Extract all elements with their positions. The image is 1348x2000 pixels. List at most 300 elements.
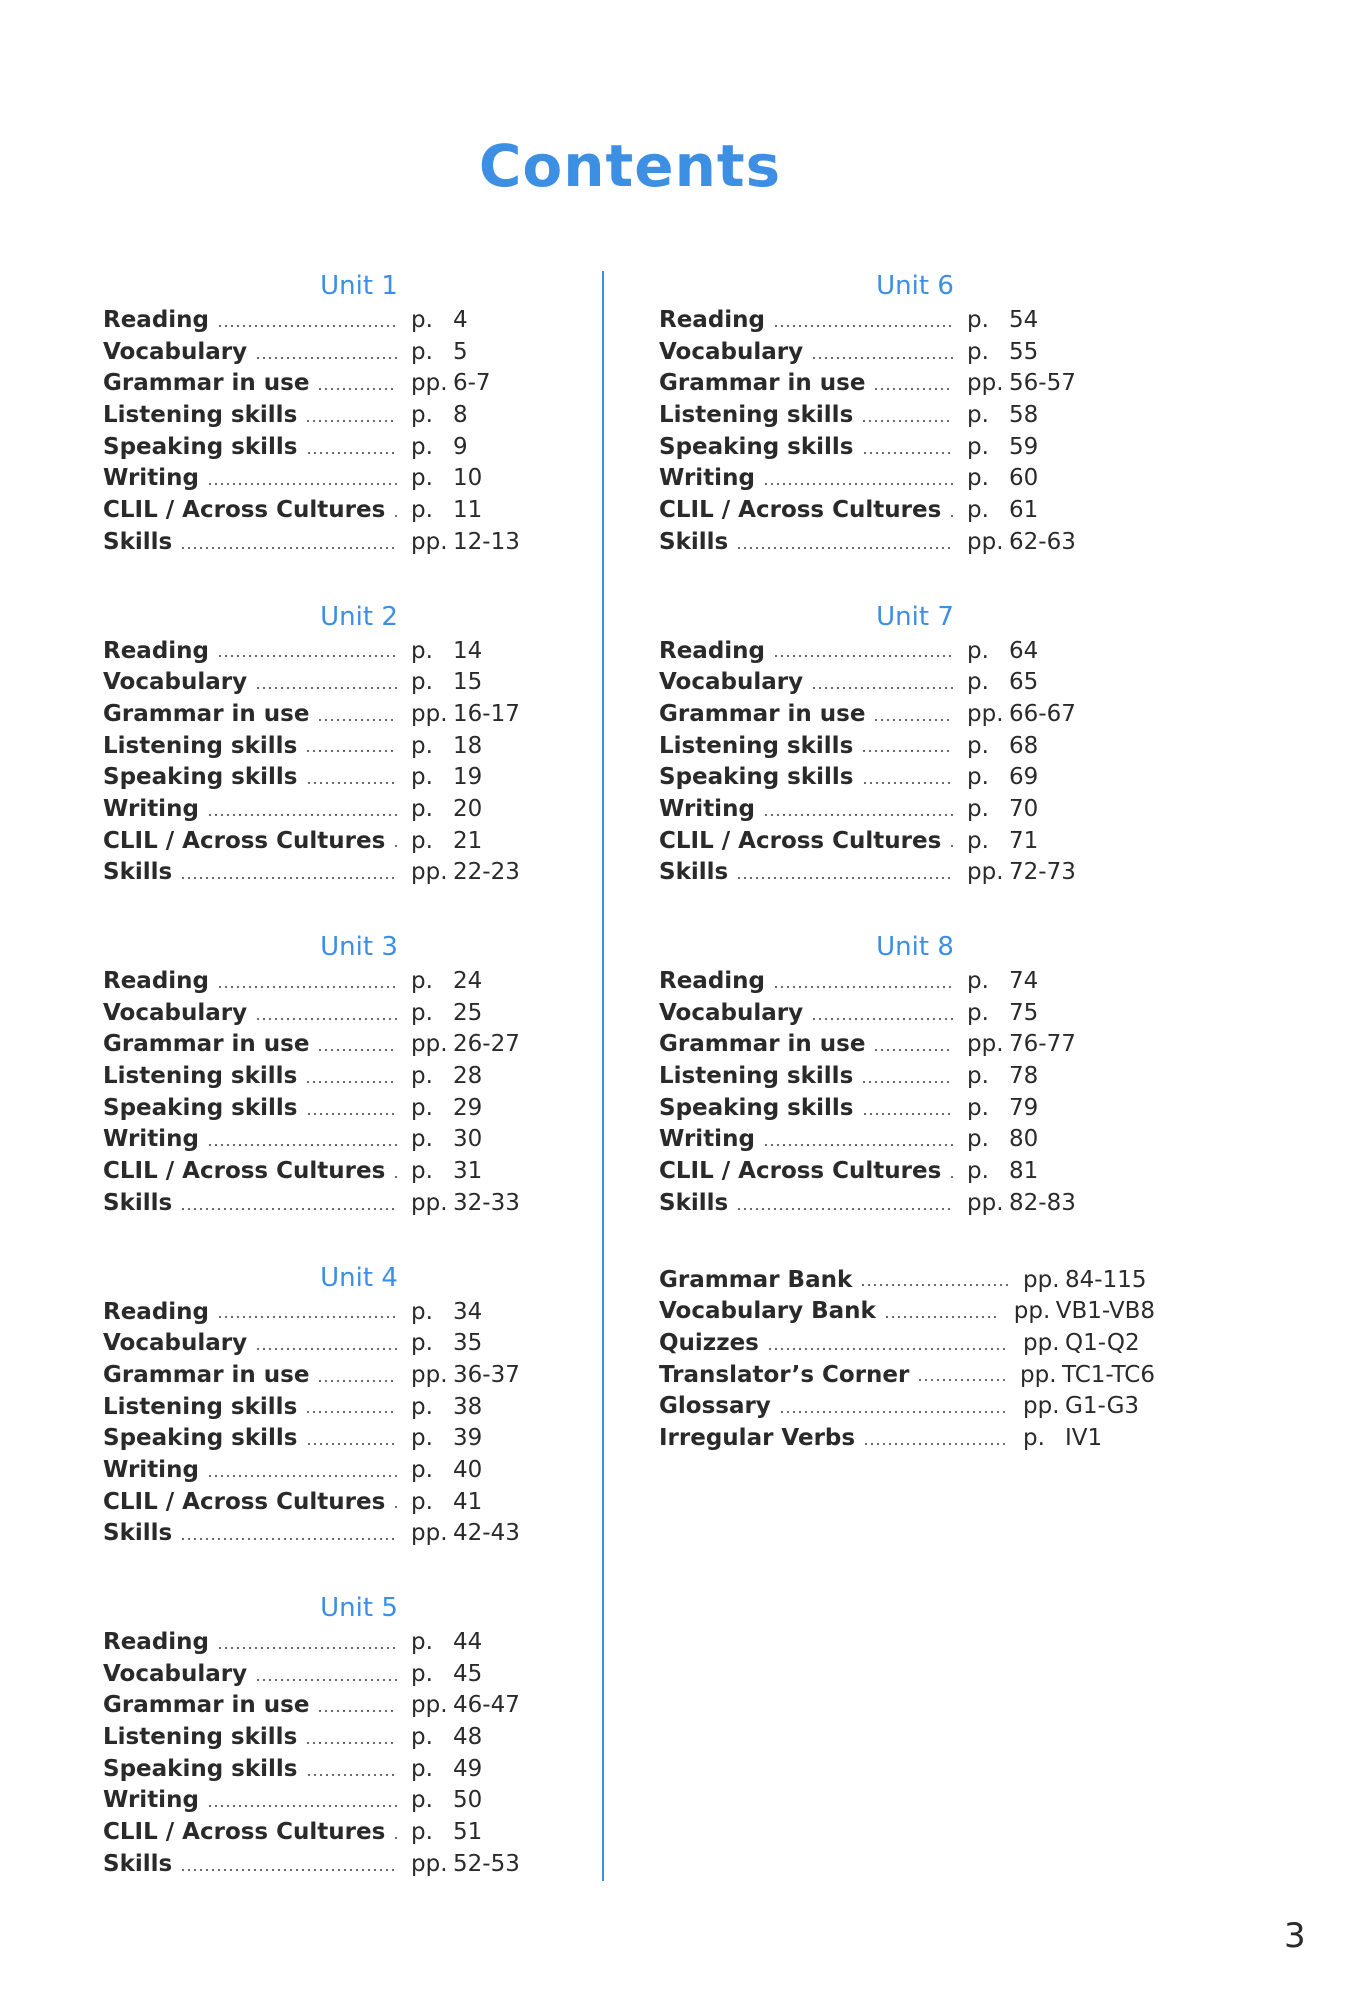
page-ref: 68 bbox=[1009, 732, 1039, 759]
dot-leader bbox=[306, 1773, 397, 1777]
dot-leader bbox=[207, 1474, 397, 1478]
unit-entry-list bbox=[103, 305, 543, 559]
page-prefix: pp. bbox=[967, 528, 1004, 555]
toc-entry-label: Writing bbox=[659, 795, 755, 822]
dot-leader bbox=[773, 985, 953, 989]
toc-entry[interactable] bbox=[659, 1328, 1155, 1360]
dot-leader bbox=[773, 654, 953, 658]
toc-entry[interactable] bbox=[659, 1391, 1155, 1423]
toc-entry[interactable] bbox=[103, 1722, 543, 1754]
toc-entry-label: Reading bbox=[103, 307, 210, 333]
toc-entry-label: Listening skills bbox=[659, 732, 854, 759]
page-prefix: p. bbox=[411, 1456, 433, 1483]
page-ref: 41 bbox=[453, 1488, 483, 1515]
toc-entry-label: Translator’s Corner bbox=[659, 1361, 910, 1388]
toc-entry-label: Listening skills bbox=[659, 1063, 854, 1090]
page-prefix: p. bbox=[967, 497, 989, 524]
page-prefix: p. bbox=[967, 827, 989, 854]
toc-entry-label: Skills bbox=[659, 1189, 729, 1216]
page-ref: 59 bbox=[1009, 433, 1039, 460]
dot-leader bbox=[207, 1804, 397, 1808]
page-ref: IV1 bbox=[1065, 1424, 1103, 1451]
toc-entry-label: Listening skills bbox=[103, 1724, 298, 1751]
toc-entry[interactable] bbox=[103, 857, 543, 889]
page-ref: 20 bbox=[453, 795, 483, 822]
page-ref: 4 bbox=[453, 307, 468, 333]
dot-leader bbox=[306, 451, 397, 455]
left-column bbox=[103, 267, 597, 1920]
dot-leader bbox=[861, 419, 953, 423]
toc-entry-label: Speaking skills bbox=[103, 764, 298, 791]
toc-entry[interactable] bbox=[103, 527, 543, 559]
page-ref: 24 bbox=[453, 968, 483, 994]
toc-entry[interactable] bbox=[103, 432, 543, 464]
toc-entry[interactable] bbox=[659, 1156, 1099, 1188]
page-ref: 66-67 bbox=[1009, 700, 1076, 727]
toc-entry[interactable] bbox=[659, 857, 1099, 889]
page-ref: 39 bbox=[453, 1425, 483, 1452]
toc-entry[interactable] bbox=[659, 463, 1099, 495]
toc-entry-label: Reading bbox=[103, 1298, 210, 1325]
page-ref: 82-83 bbox=[1009, 1189, 1076, 1216]
toc-entry[interactable] bbox=[659, 966, 1099, 998]
toc-entry[interactable] bbox=[659, 368, 1099, 400]
page-ref: 71 bbox=[1009, 827, 1039, 854]
dot-leader bbox=[736, 1207, 953, 1211]
toc-entry-label: Vocabulary bbox=[103, 669, 248, 696]
toc-entry[interactable] bbox=[659, 305, 1099, 337]
toc-entry[interactable] bbox=[103, 1297, 543, 1329]
page-ref: 14 bbox=[453, 637, 483, 664]
unit-heading: Unit 5 bbox=[320, 1593, 398, 1623]
page-ref: 49 bbox=[453, 1755, 483, 1782]
page-ref: 46-47 bbox=[453, 1692, 520, 1719]
toc-entry[interactable] bbox=[659, 1188, 1099, 1220]
page-prefix: p. bbox=[967, 968, 989, 994]
toc-entry[interactable] bbox=[659, 636, 1099, 668]
toc-entry-label: CLIL / Across Cultures bbox=[659, 1158, 942, 1185]
dot-leader bbox=[873, 387, 953, 391]
page-ref: G1-G3 bbox=[1065, 1393, 1140, 1420]
page-prefix: pp. bbox=[411, 1189, 448, 1216]
dot-leader bbox=[949, 514, 953, 518]
page-prefix: pp. bbox=[967, 859, 1004, 886]
page-ref: 75 bbox=[1009, 999, 1039, 1026]
dot-leader bbox=[317, 387, 397, 391]
dot-leader bbox=[317, 1379, 397, 1383]
page-prefix: p. bbox=[967, 732, 989, 759]
right-column bbox=[659, 267, 1155, 1455]
page-prefix: p. bbox=[967, 999, 989, 1026]
page-prefix: p. bbox=[411, 827, 433, 854]
dot-leader bbox=[736, 546, 953, 550]
page-prefix: p. bbox=[411, 669, 433, 696]
page-ref: 78 bbox=[1009, 1063, 1039, 1090]
page-ref: 21 bbox=[453, 827, 483, 854]
toc-entry-label: Grammar in use bbox=[659, 1031, 866, 1058]
toc-entry[interactable] bbox=[103, 667, 543, 699]
page-prefix: p. bbox=[411, 999, 433, 1026]
toc-entry-label: Grammar in use bbox=[103, 1031, 310, 1058]
toc-entry[interactable] bbox=[103, 966, 543, 998]
page-prefix: p. bbox=[1023, 1424, 1045, 1451]
page-prefix: p. bbox=[967, 1063, 989, 1090]
page-ref: 28 bbox=[453, 1063, 483, 1090]
page-prefix: p. bbox=[411, 1094, 433, 1121]
toc-entry-label: Speaking skills bbox=[659, 433, 854, 460]
toc-entry[interactable] bbox=[103, 731, 543, 763]
page-prefix: p. bbox=[411, 1298, 433, 1325]
toc-entry-label: CLIL / Across Cultures bbox=[659, 497, 942, 524]
page-prefix: pp. bbox=[411, 370, 448, 397]
toc-entry[interactable] bbox=[103, 762, 543, 794]
column-divider bbox=[602, 271, 604, 1881]
dot-leader bbox=[180, 546, 397, 550]
page-prefix: p. bbox=[411, 307, 433, 333]
toc-entry[interactable] bbox=[103, 1188, 543, 1220]
toc-entry-label: CLIL / Across Cultures bbox=[103, 497, 386, 524]
page-ref: 35 bbox=[453, 1330, 483, 1357]
toc-entry-label: Writing bbox=[103, 1126, 199, 1153]
toc-entry[interactable] bbox=[659, 998, 1099, 1030]
toc-entry[interactable] bbox=[659, 1029, 1099, 1061]
page-prefix: p. bbox=[967, 307, 989, 333]
toc-entry[interactable] bbox=[103, 794, 543, 826]
dot-leader bbox=[393, 1505, 397, 1509]
dot-leader bbox=[861, 1080, 953, 1084]
page-prefix: p. bbox=[967, 465, 989, 492]
dot-leader bbox=[860, 1283, 1009, 1287]
page-title: Contents bbox=[478, 132, 782, 200]
toc-entry[interactable] bbox=[103, 337, 543, 369]
toc-entry[interactable] bbox=[103, 1817, 543, 1849]
dot-leader bbox=[884, 1315, 1000, 1319]
dot-leader bbox=[180, 1868, 397, 1872]
toc-entry-label: Skills bbox=[103, 859, 173, 886]
page-prefix: p. bbox=[411, 968, 433, 994]
dot-leader bbox=[255, 1678, 397, 1682]
dot-leader bbox=[180, 1207, 397, 1211]
page-ref: 19 bbox=[453, 764, 483, 791]
toc-entry[interactable] bbox=[103, 1156, 543, 1188]
dot-leader bbox=[773, 324, 953, 328]
dot-leader bbox=[217, 985, 397, 989]
toc-entry[interactable] bbox=[659, 731, 1099, 763]
toc-entry-label: CLIL / Across Cultures bbox=[103, 1819, 386, 1846]
toc-entry[interactable] bbox=[103, 1328, 543, 1360]
dot-leader bbox=[317, 718, 397, 722]
toc-entry[interactable] bbox=[103, 1754, 543, 1786]
toc-entry-label: Grammar in use bbox=[103, 700, 310, 727]
toc-entry-label: Irregular Verbs bbox=[659, 1424, 856, 1451]
toc-entry[interactable] bbox=[659, 1423, 1155, 1455]
page-prefix: pp. bbox=[411, 1692, 448, 1719]
toc-entry-label: Listening skills bbox=[659, 402, 854, 429]
toc-entry-label: Speaking skills bbox=[659, 1094, 854, 1121]
toc-entry-label: CLIL / Across Cultures bbox=[103, 827, 386, 854]
toc-entry[interactable] bbox=[659, 337, 1099, 369]
toc-entry[interactable] bbox=[659, 1093, 1099, 1125]
toc-entry[interactable] bbox=[659, 1265, 1155, 1297]
toc-entry-label: Glossary bbox=[659, 1393, 771, 1420]
page-prefix: p. bbox=[411, 465, 433, 492]
dot-leader bbox=[305, 419, 397, 423]
page-prefix: pp. bbox=[411, 700, 448, 727]
toc-entry[interactable] bbox=[103, 305, 543, 337]
dot-leader bbox=[949, 844, 953, 848]
page-prefix: p. bbox=[411, 732, 433, 759]
page-ref: 34 bbox=[453, 1298, 483, 1325]
page-prefix: p. bbox=[411, 1393, 433, 1420]
page-ref: 8 bbox=[453, 402, 468, 429]
toc-entry-label: Vocabulary bbox=[103, 338, 248, 365]
dot-leader bbox=[255, 1347, 397, 1351]
page-ref: TC1-TC6 bbox=[1062, 1361, 1155, 1388]
dot-leader bbox=[811, 1017, 953, 1021]
dot-leader bbox=[217, 1315, 397, 1319]
dot-leader bbox=[393, 514, 397, 518]
unit-section bbox=[103, 1589, 597, 1920]
toc-entry[interactable] bbox=[659, 1360, 1155, 1392]
toc-entry-label: Speaking skills bbox=[103, 1094, 298, 1121]
toc-entry-label: Listening skills bbox=[103, 732, 298, 759]
toc-entry[interactable] bbox=[659, 699, 1099, 731]
toc-entry[interactable] bbox=[103, 826, 543, 858]
page-prefix: p. bbox=[967, 1158, 989, 1185]
toc-entry-label: Speaking skills bbox=[103, 1425, 298, 1452]
dot-leader bbox=[255, 356, 397, 360]
page-prefix: p. bbox=[411, 1724, 433, 1751]
page-ref: Q1-Q2 bbox=[1065, 1329, 1140, 1356]
page-ref: 55 bbox=[1009, 338, 1039, 365]
page-number: 3 bbox=[1284, 1916, 1306, 1956]
toc-entry-label: Writing bbox=[103, 465, 199, 492]
toc-entry-label: CLIL / Across Cultures bbox=[103, 1158, 386, 1185]
dot-leader bbox=[305, 1741, 397, 1745]
toc-entry-label: Grammar in use bbox=[103, 1692, 310, 1719]
toc-entry[interactable] bbox=[103, 1392, 543, 1424]
dot-leader bbox=[862, 451, 953, 455]
dot-leader bbox=[767, 1347, 1009, 1351]
toc-entry[interactable] bbox=[103, 1029, 543, 1061]
dot-leader bbox=[207, 813, 397, 817]
page-prefix: pp. bbox=[967, 370, 1004, 397]
toc-entry-label: Vocabulary Bank bbox=[659, 1298, 876, 1325]
dot-leader bbox=[255, 686, 397, 690]
toc-entry-label: Reading bbox=[103, 637, 210, 664]
toc-entry-label: Reading bbox=[659, 307, 766, 333]
dot-leader bbox=[305, 1410, 397, 1414]
page-ref: 64 bbox=[1009, 637, 1039, 664]
page-ref: 29 bbox=[453, 1094, 483, 1121]
page-ref: 65 bbox=[1009, 669, 1039, 696]
unit-entry-list bbox=[103, 1297, 543, 1551]
unit-section bbox=[659, 267, 1155, 598]
toc-entry-label: Vocabulary bbox=[103, 1330, 248, 1357]
toc-entry[interactable] bbox=[659, 432, 1099, 464]
dot-leader bbox=[393, 1836, 397, 1840]
unit-heading: Unit 3 bbox=[320, 932, 398, 962]
page-prefix: p. bbox=[411, 1660, 433, 1687]
page-prefix: pp. bbox=[1020, 1361, 1057, 1388]
page-prefix: pp. bbox=[1013, 1298, 1051, 1325]
toc-entry[interactable] bbox=[103, 1627, 543, 1659]
toc-entry-label: Skills bbox=[103, 528, 173, 555]
toc-entry-label: Listening skills bbox=[103, 402, 298, 429]
unit-heading: Unit 7 bbox=[876, 601, 954, 632]
toc-entry-label: CLIL / Across Cultures bbox=[103, 1488, 386, 1515]
toc-entry-label: Grammar in use bbox=[659, 700, 866, 727]
page-ref: 36-37 bbox=[453, 1361, 520, 1388]
page-ref: 69 bbox=[1009, 764, 1039, 791]
page-prefix: p. bbox=[411, 1330, 433, 1357]
dot-leader bbox=[862, 1112, 953, 1116]
toc-entry-label: Skills bbox=[659, 528, 729, 555]
page-ref: 76-77 bbox=[1009, 1031, 1076, 1058]
page-ref: 10 bbox=[453, 465, 483, 492]
dot-leader bbox=[207, 482, 397, 486]
page-prefix: p. bbox=[967, 433, 989, 460]
toc-entry-label: Grammar Bank bbox=[659, 1266, 853, 1293]
dot-leader bbox=[207, 1143, 397, 1147]
toc-entry[interactable] bbox=[103, 1785, 543, 1817]
toc-entry[interactable] bbox=[659, 667, 1099, 699]
toc-entry[interactable] bbox=[659, 1061, 1099, 1093]
toc-entry[interactable] bbox=[103, 1061, 543, 1093]
page-ref: 54 bbox=[1009, 307, 1039, 333]
unit-section bbox=[103, 598, 597, 929]
toc-entry[interactable] bbox=[103, 495, 543, 527]
page-prefix: p. bbox=[411, 1126, 433, 1153]
dot-leader bbox=[736, 876, 953, 880]
page-prefix: p. bbox=[411, 1819, 433, 1846]
dot-leader bbox=[863, 1442, 1009, 1446]
page-ref: 79 bbox=[1009, 1094, 1039, 1121]
page-prefix: pp. bbox=[411, 528, 448, 555]
toc-entry[interactable] bbox=[103, 463, 543, 495]
unit-section bbox=[659, 928, 1155, 1259]
dot-leader bbox=[917, 1378, 1006, 1382]
page-prefix: p. bbox=[411, 402, 433, 429]
page-ref: 44 bbox=[453, 1629, 483, 1655]
toc-entry[interactable] bbox=[659, 400, 1099, 432]
page-ref: 84-115 bbox=[1065, 1266, 1147, 1293]
unit-heading: Unit 8 bbox=[876, 932, 954, 962]
toc-entry[interactable] bbox=[103, 1093, 543, 1125]
page-prefix: pp. bbox=[967, 700, 1004, 727]
page-prefix: p. bbox=[411, 1425, 433, 1452]
toc-entry[interactable] bbox=[659, 826, 1099, 858]
page-ref: 32-33 bbox=[453, 1189, 520, 1216]
toc-entry[interactable] bbox=[103, 1487, 543, 1519]
page-prefix: pp. bbox=[1023, 1393, 1060, 1420]
page-ref: 60 bbox=[1009, 465, 1039, 492]
dot-leader bbox=[811, 356, 953, 360]
page-prefix: p. bbox=[411, 433, 433, 460]
toc-entry[interactable] bbox=[103, 1518, 543, 1550]
dot-leader bbox=[305, 749, 397, 753]
page-ref: 38 bbox=[453, 1393, 483, 1420]
page-prefix: pp. bbox=[411, 859, 448, 886]
toc-entry[interactable] bbox=[659, 762, 1099, 794]
toc-entry-label: Writing bbox=[103, 795, 199, 822]
dot-leader bbox=[779, 1410, 1009, 1414]
dot-leader bbox=[763, 813, 953, 817]
toc-entry[interactable] bbox=[103, 636, 543, 668]
unit-entry-list bbox=[103, 966, 543, 1220]
toc-entry-label: Skills bbox=[103, 1520, 173, 1547]
toc-entry[interactable] bbox=[103, 1423, 543, 1455]
page-prefix: p. bbox=[967, 795, 989, 822]
toc-entry[interactable] bbox=[103, 699, 543, 731]
page-ref: 22-23 bbox=[453, 859, 520, 886]
page-prefix: p. bbox=[967, 338, 989, 365]
toc-entry[interactable] bbox=[103, 1690, 543, 1722]
unit-entry-list bbox=[659, 966, 1099, 1220]
page-ref: 25 bbox=[453, 999, 483, 1026]
dot-leader bbox=[811, 686, 953, 690]
page-ref: 15 bbox=[453, 669, 483, 696]
page-ref: 12-13 bbox=[453, 528, 520, 555]
page-ref: 48 bbox=[453, 1724, 483, 1751]
toc-entry[interactable] bbox=[103, 998, 543, 1030]
page-ref: 81 bbox=[1009, 1158, 1039, 1185]
page-ref: 26-27 bbox=[453, 1031, 520, 1058]
unit-heading: Unit 1 bbox=[320, 271, 398, 301]
toc-entry-label: Grammar in use bbox=[103, 370, 310, 397]
dot-leader bbox=[217, 324, 397, 328]
toc-entry[interactable] bbox=[103, 1455, 543, 1487]
page-prefix: p. bbox=[411, 497, 433, 524]
toc-entry[interactable] bbox=[659, 794, 1099, 826]
toc-entry[interactable] bbox=[103, 1124, 543, 1156]
toc-entry-label: Reading bbox=[103, 1629, 210, 1655]
dot-leader bbox=[217, 654, 397, 658]
toc-entry-label: Vocabulary bbox=[103, 1660, 248, 1687]
page-prefix: p. bbox=[967, 1126, 989, 1153]
page-prefix: pp. bbox=[411, 1520, 448, 1547]
toc-entry-label: Listening skills bbox=[103, 1063, 298, 1090]
toc-entry-label: Skills bbox=[103, 1189, 173, 1216]
page-prefix: p. bbox=[411, 795, 433, 822]
toc-entry[interactable] bbox=[103, 1849, 543, 1881]
dot-leader bbox=[317, 1709, 397, 1713]
toc-entry-label: Vocabulary bbox=[659, 669, 804, 696]
page-prefix: p. bbox=[411, 1629, 433, 1655]
toc-entry[interactable] bbox=[103, 1360, 543, 1392]
toc-entry[interactable] bbox=[103, 1659, 543, 1691]
page-ref: 72-73 bbox=[1009, 859, 1076, 886]
toc-entry[interactable] bbox=[659, 1296, 1155, 1328]
toc-entry-label: Speaking skills bbox=[659, 764, 854, 791]
toc-entry-label: Reading bbox=[103, 968, 210, 994]
dot-leader bbox=[180, 876, 397, 880]
page-prefix: p. bbox=[967, 1094, 989, 1121]
page-ref: 30 bbox=[453, 1126, 483, 1153]
dot-leader bbox=[217, 1646, 397, 1650]
page-prefix: p. bbox=[411, 1488, 433, 1515]
toc-entry[interactable] bbox=[103, 400, 543, 432]
toc-entry[interactable] bbox=[103, 368, 543, 400]
toc-entry[interactable] bbox=[659, 495, 1099, 527]
page-prefix: p. bbox=[411, 1063, 433, 1090]
page-ref: 40 bbox=[453, 1456, 483, 1483]
page-prefix: p. bbox=[411, 637, 433, 664]
unit-heading: Unit 4 bbox=[320, 1262, 398, 1293]
toc-entry[interactable] bbox=[659, 527, 1099, 559]
toc-entry[interactable] bbox=[659, 1124, 1099, 1156]
dot-leader bbox=[305, 1080, 397, 1084]
